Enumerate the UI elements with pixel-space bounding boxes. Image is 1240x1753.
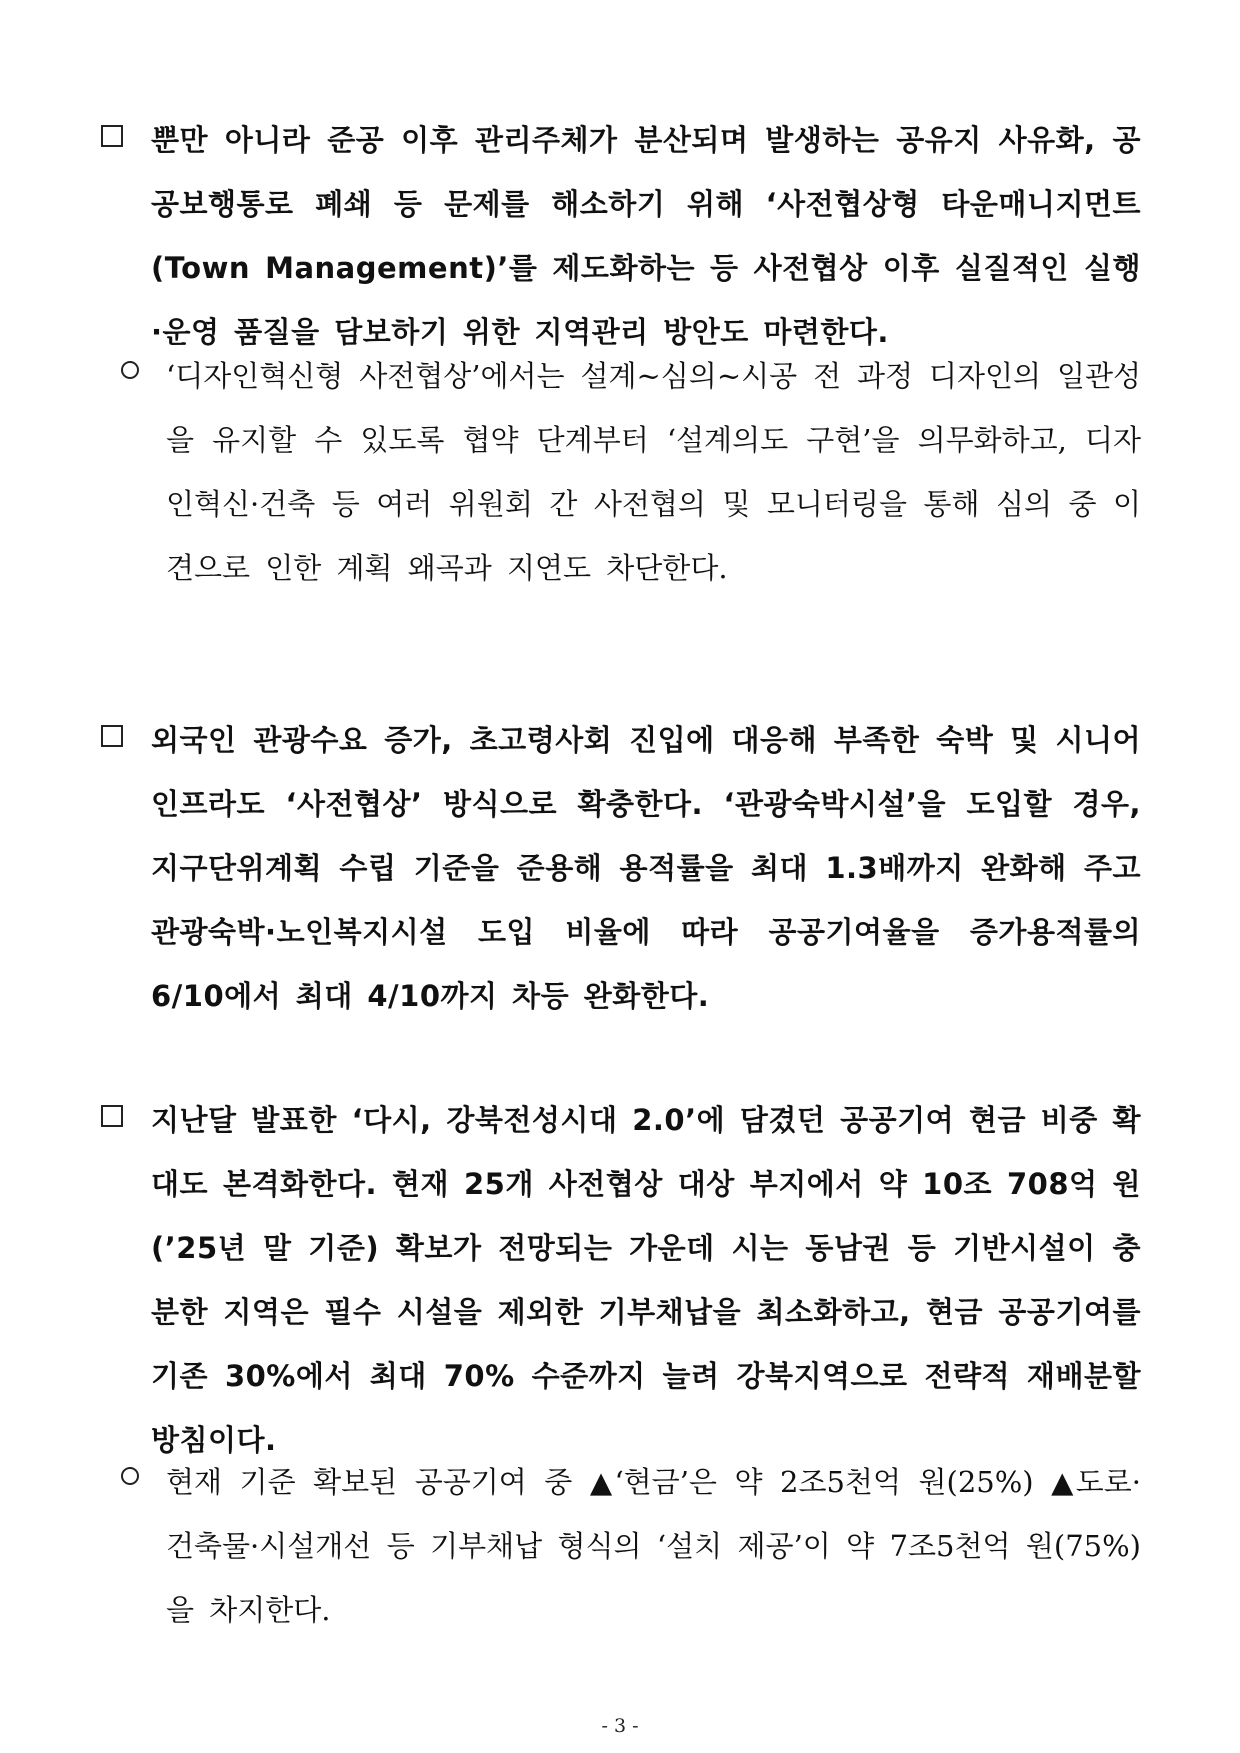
section-3-text: 지난달 발표한 ‘다시, 강북전성시대 2.0’에 담겼던 공공기여 현금 비중 확대도 본격화한다. 현재 25개 사전협상 대상 부지에서 약 10조 708억 원(’25년 말 기준) 확보가 전망되는 가운데 시는 동남권 등 기반시설이 충분한 지역은 필수 시설을 제외한 기부채납을 최소화하고, 현금 공공기여를 기존 30%에서 최대 70% 수준까지 늘려 강북지역으로 전략적 재배분할 방침이다. <box>151 1103 1141 1457</box>
square-bullet-icon <box>101 725 123 747</box>
section-3-sub <box>121 1450 1141 1642</box>
circle-bullet-icon <box>121 1467 139 1485</box>
section-2 <box>101 708 1141 1028</box>
section-3-sub-text: 현재 기준 확보된 공공기여 중 ▲‘현금’은 약 2조5천억 원(25%) ▲도로·건축물·시설개선 등 기부채납 형식의 ‘설치 제공’이 약 7조5천억 원(75%)을 차지한다. <box>166 1465 1141 1627</box>
circle-bullet-icon <box>121 361 139 379</box>
section-1-sub-text: ‘디자인혁신형 사전협상’에서는 설계~심의~시공 전 과정 디자인의 일관성을 유지할 수 있도록 협약 단계부터 ‘설계의도 구현’을 의무화하고, 디자인혁신·건축 등 여러 위원회 간 사전협의 및 모니터링을 통해 심의 중 이견으로 인한 계획 왜곡과 지연도 차단한다. <box>166 359 1141 585</box>
section-2-text: 외국인 관광수요 증가, 초고령사회 진입에 대응해 부족한 숙박 및 시니어 인프라도 ‘사전협상’ 방식으로 확충한다. ‘관광숙박시설’을 도입할 경우, 지구단위계획 수립 기준을 준용해 용적률을 최대 1.3배까지 완화해 주고 관광숙박·노인복지시설 도입 비율에 따라 공공기여율을 증가용적률의 6/10에서 최대 4/10까지 차등 완화한다. <box>151 723 1141 1013</box>
square-bullet-icon <box>101 125 123 147</box>
section-1 <box>101 108 1141 364</box>
section-1-sub <box>121 344 1141 600</box>
page-number: - 3 - <box>601 1715 639 1737</box>
section-3 <box>101 1088 1141 1472</box>
section-1-text: 뿐만 아니라 준공 이후 관리주체가 분산되며 발생하는 공유지 사유화, 공공보행통로 폐쇄 등 문제를 해소하기 위해 ‘사전협상형 타운매니지먼트(Town Management)’를 제도화하는 등 사전협상 이후 실질적인 실행·운영 품질을 담보하기 위한 지역관리 방안도 마련한다. <box>151 123 1141 349</box>
square-bullet-icon <box>101 1105 123 1127</box>
